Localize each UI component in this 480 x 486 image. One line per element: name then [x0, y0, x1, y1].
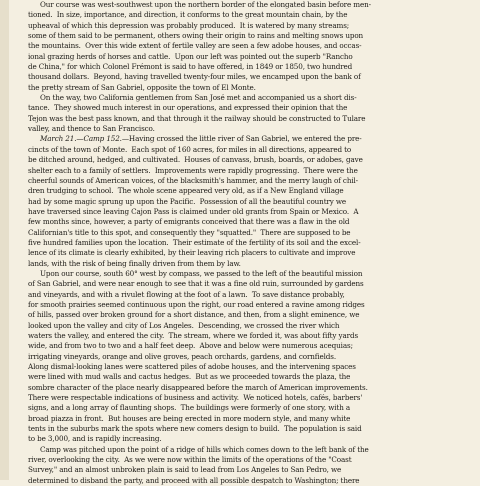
text-line — [28, 321, 472, 331]
text-line-content: tance. They showed much interest in our operations, and expressed their opinion that the — [28, 103, 348, 113]
text-line — [28, 300, 472, 310]
text-line-content: tioned. In size, importance, and direction, it conforms to the great mountain chain, by the — [28, 10, 348, 20]
text-line — [28, 52, 472, 62]
text-line — [28, 445, 472, 455]
text-line — [28, 414, 472, 424]
text-line — [28, 269, 472, 279]
text-line — [28, 403, 472, 413]
text-line — [28, 362, 472, 372]
text-line — [28, 465, 472, 475]
text-line — [28, 372, 472, 382]
text-line-content: thousand dollars. Beyond, having travelled twenty-four miles, we encamped upon the bank of — [28, 72, 361, 82]
page-gutter-shadow — [0, 0, 9, 480]
text-line-content: shelter each to a family of settlers. Improvements were rapidly progressing. There were the — [28, 165, 358, 175]
text-line — [28, 476, 472, 486]
text-line-content: the pretty stream of San Gabriel, opposite the town of El Monte. — [28, 82, 256, 92]
text-line — [28, 217, 472, 227]
text-line — [28, 341, 472, 351]
text-line-content: have traversed since leaving Cajon Pass is claimed under old grants from Spain or Mexico. A — [28, 206, 359, 216]
text-line — [28, 228, 472, 238]
text-line — [28, 352, 472, 362]
text-line-content: Californian's title to this spot, and consequently they "squatted." There are supposed to be — [28, 227, 351, 237]
text-line — [28, 166, 472, 176]
text-line — [28, 248, 472, 258]
text-line-content: for smooth prairies seemed continuous upon the right, our road entered a ravine among ridges — [28, 299, 365, 309]
text-line — [28, 31, 472, 41]
text-line — [28, 176, 472, 186]
text-line — [28, 290, 472, 300]
text-line-content: On the way, two California gentlemen from San José met and accompanied us a short dis- — [40, 93, 357, 103]
text-line-content: river, overlooking the city. As we were now within the limits of the operations of the "Coast — [28, 455, 352, 465]
text-line-content: and vineyards, and with a rivulet flowing at the foot of a lawn. To save distance probably, — [28, 289, 345, 299]
text-line — [28, 41, 472, 51]
text-line-content: de China," for which Colonel Frémont is said to have offered, in 1849 or 1850, two hundred — [28, 62, 353, 72]
text-line-content: sombre character of the place nearly disappeared before the march of American improvements. — [28, 382, 368, 392]
text-line — [28, 434, 472, 444]
text-line-content: There were respectable indications of business and activity. We noticed hotels, cafés, barbers' — [28, 393, 363, 403]
text-line — [28, 259, 472, 269]
text-line — [28, 207, 472, 217]
text-line — [28, 0, 472, 10]
text-line-content: were lined with mud walls and cactus hedges. But as we proceeded towards the plaza, the — [28, 372, 351, 382]
text-line — [28, 424, 472, 434]
text-line — [28, 124, 472, 134]
text-line-content: wide, and from two to two and a half feet deep. Above and below were numerous acequias; — [28, 341, 353, 351]
text-line-content: few months since, however, a party of emigrants conceived that there was a flaw in the old — [28, 217, 350, 227]
body-text — [28, 0, 472, 486]
text-line-content: of hills, passed over broken ground for a short distance, and then, from a slight eminence, we — [28, 310, 360, 320]
text-line-content: some of them said to be permanent, others owing their origin to rains and melting snows upon — [28, 31, 364, 41]
text-line-content: determined to disband the party, and proceed with all possible despatch to Washington; there — [28, 475, 360, 485]
text-line-content: Upon our course, south 60° west by compass, we passed to the left of the beautiful mission — [40, 268, 363, 278]
text-line-content: lence of its climate is clearly exhibited, by their leaving rich placers to cultivate and improve — [28, 248, 356, 258]
text-line-content: had by some magic sprung up upon the Pacific. Possession of all the beautiful country we — [28, 196, 347, 206]
text-line — [28, 155, 472, 165]
text-line — [28, 186, 472, 196]
text-line — [28, 72, 472, 82]
text-line-content: be ditched around, hedged, and cultivated. Houses of canvass, brush, boards, or adobes, gave — [28, 155, 363, 165]
text-line — [28, 103, 472, 113]
text-line — [28, 383, 472, 393]
text-line — [28, 83, 472, 93]
text-line — [28, 197, 472, 207]
text-line-content: looked upon the valley and city of Los Angeles. Descending, we crossed the river which — [28, 320, 340, 330]
text-line-content: five hundred families upon the location. Their estimate of the fertility of its soil and the excel- — [28, 237, 361, 247]
text-line — [28, 62, 472, 72]
text-line-content: Camp was pitched upon the point of a ridge of hills which comes down to the left bank of the — [40, 444, 369, 454]
text-line-content: upheaval of which this depression was probably produced. It is watered by many streams; — [28, 20, 350, 30]
text-line — [28, 93, 472, 103]
text-line-content: lands, with the risk of being finally driven from them by law. — [28, 258, 241, 268]
text-line — [28, 114, 472, 124]
text-line-content: cincts of the town of Monte. Each spot of 160 acres, for miles in all directions, appeared to — [28, 144, 352, 154]
text-line-content: tents in the suburbs mark the spots where new comers design to build. The population is said — [28, 424, 362, 434]
date-camp-heading: March 21.—Camp 152. — [40, 134, 122, 144]
text-line — [28, 238, 472, 248]
text-line-content: cheerful sounds of American voices, of the blacksmith's hammer, and the merry laugh of chil- — [28, 175, 358, 185]
text-line-content: ional grazing herds of horses and cattle. Upon our left was pointed out the superb "Rancho — [28, 51, 353, 61]
text-line-content: Our course was west-southwest upon the northern border of the elongated basin before men- — [40, 0, 371, 9]
text-line — [28, 455, 472, 465]
text-line-content: Along dismal-looking lanes were scattered piles of adobe houses, and the intervening spaces — [28, 362, 356, 372]
text-line-content: —Having crossed the little river of San Gabriel, we entered the pre- — [121, 134, 362, 144]
text-line — [28, 10, 472, 20]
text-line-content: irrigating vineyards, orange and olive groves, peach orchards, gardens, and cornfields. — [28, 351, 337, 361]
text-line-content: Tejon was the best pass known, and that through it the railway should be constructed to Tulare — [28, 113, 366, 123]
text-line — [28, 331, 472, 341]
text-line-content: dren trudging to school. The whole scene appeared very old, as if a New England village — [28, 186, 344, 196]
text-line — [28, 393, 472, 403]
text-line — [28, 310, 472, 320]
text-line — [28, 21, 472, 31]
text-line-content: the mountains. Over this wide extent of fertile valley are seen a few adobe houses, and occas- — [28, 41, 362, 51]
text-line-content: broad piazza in front. But houses are being erected in more modern style, and many white — [28, 413, 351, 423]
text-line-content: to be 3,000, and is rapidly increasing. — [28, 434, 162, 444]
text-line-content: of San Gabriel, and were near enough to see that it was a fine old ruin, surrounded by gardens — [28, 279, 364, 289]
text-line-content: Survey," and an almost unbroken plain is said to lead from Los Angeles to San Pedro, we — [28, 465, 342, 475]
text-line — [28, 134, 472, 144]
text-line — [28, 279, 472, 289]
text-line-content: waters the valley, and entered the city. The stream, where we forded it, was about fifty yards — [28, 331, 359, 340]
text-line-content: signs, and a long array of flaunting shops. The buildings were formerly of one story, with a — [28, 403, 351, 413]
text-line — [28, 145, 472, 155]
text-line-content: valley, and thence to San Francisco. — [28, 124, 155, 134]
